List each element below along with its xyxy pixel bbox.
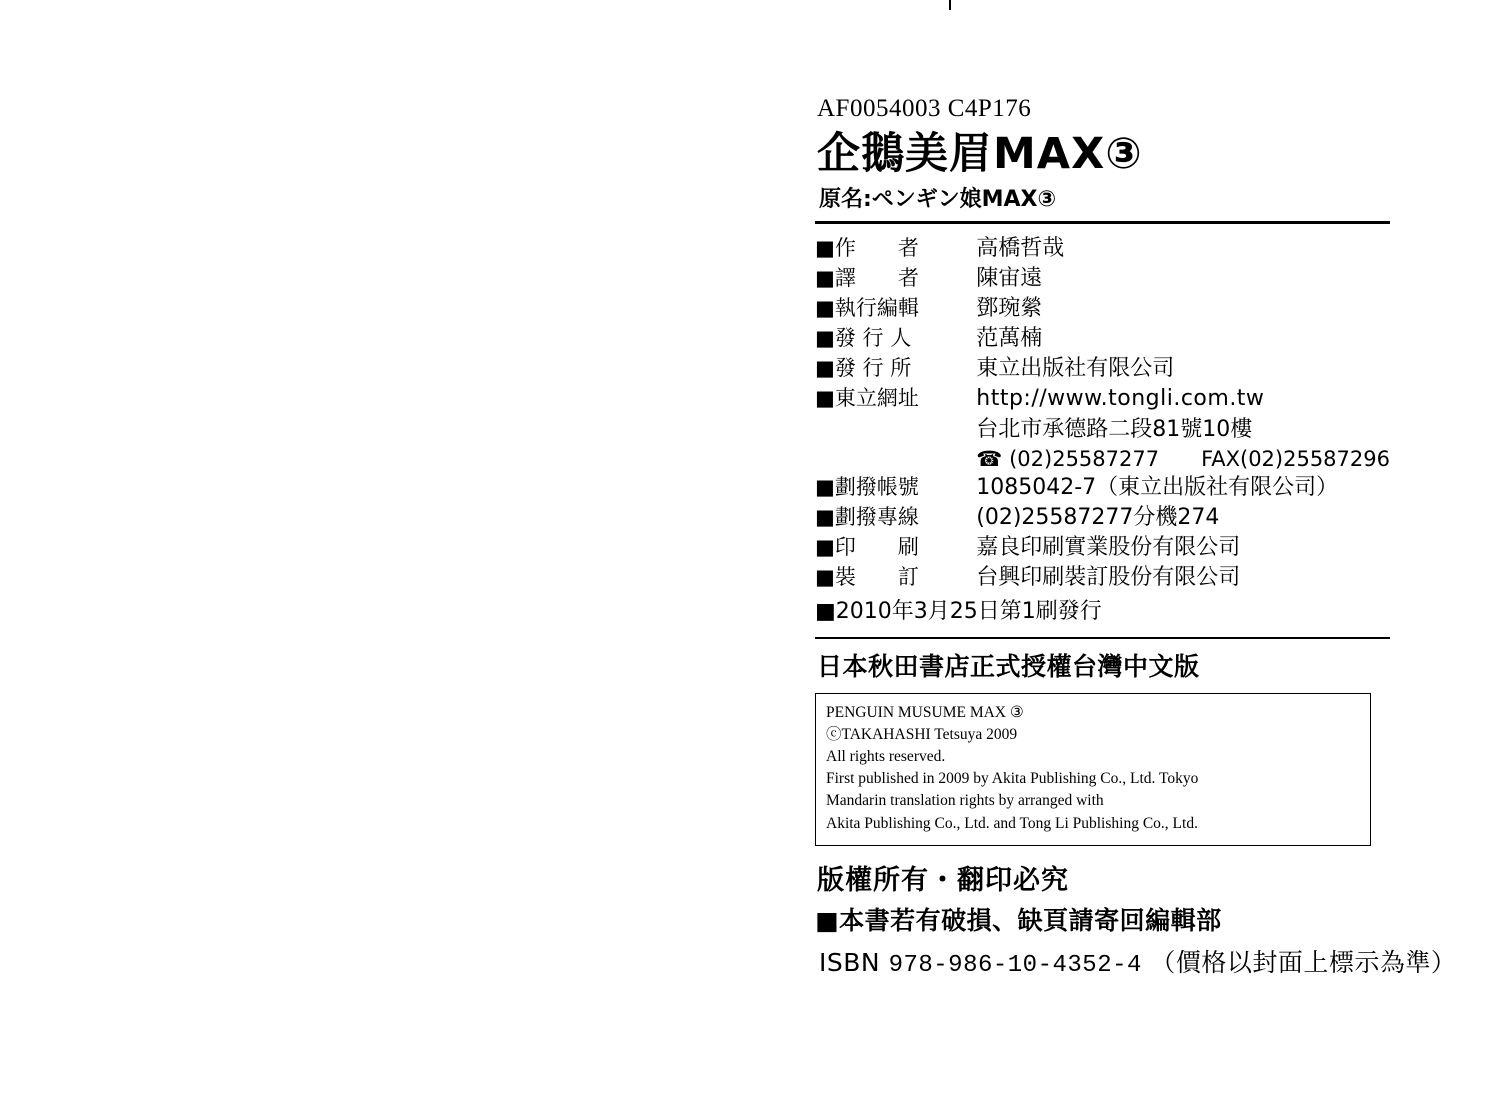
credit-value: 范萬楠 xyxy=(976,326,1043,352)
table-row xyxy=(815,473,1390,503)
english-line: Akita Publishing Co., Ltd. and Tong Li Publishing Co., Ltd. xyxy=(826,814,1198,832)
divider-top xyxy=(815,221,1390,224)
isbn-note: （價格以封面上標示為準） xyxy=(1150,947,1457,977)
divider-middle xyxy=(815,637,1390,639)
table-row xyxy=(815,264,1390,294)
account-value: 嘉良印刷實業股份有限公司 xyxy=(976,535,1241,560)
book-title-japanese: 原名:ペンギン娘MAX③ xyxy=(819,187,1057,213)
table-row xyxy=(815,563,1390,593)
publish-date: ■2010年3月25日第1刷發行 xyxy=(815,598,1102,624)
book-title-chinese: 企鵝美眉MAX③ xyxy=(817,129,1143,179)
table-row xyxy=(815,503,1390,533)
english-line: All rights reserved. xyxy=(826,748,946,766)
credit-label: ■譯 者 xyxy=(815,266,919,291)
crop-mark-top xyxy=(949,0,951,10)
english-line: First published in 2009 by Akita Publishing Co., Ltd. Tokyo xyxy=(826,770,1199,788)
license-statement: 日本秋田書店正式授權台灣中文版 xyxy=(817,651,1200,681)
credit-value: 高橋哲哉 xyxy=(976,236,1065,262)
english-copyright-box xyxy=(815,693,1371,846)
credit-label: ■作 者 xyxy=(815,236,919,261)
table-row xyxy=(815,445,1390,474)
account-label: ■劃撥專線 xyxy=(815,505,919,530)
table-row xyxy=(815,414,1390,445)
table-row xyxy=(815,294,1390,324)
table-row xyxy=(815,324,1390,354)
isbn-line xyxy=(819,943,1457,979)
isbn-number: 978-986-10-4352-4 xyxy=(888,951,1142,979)
credit-label: ■發 行 人 xyxy=(815,326,912,351)
credit-label: ■東立網址 xyxy=(815,385,919,410)
damage-notice: ■本書若有破損、缺頁請寄回編輯部 xyxy=(815,905,1222,935)
table-row xyxy=(815,354,1390,384)
account-value: (02)25587277分機274 xyxy=(976,505,1220,531)
account-value: 台興印刷裝訂股份有限公司 xyxy=(976,564,1241,590)
colophon-block xyxy=(815,95,1457,979)
credit-value: 東立出版社有限公司 xyxy=(976,355,1175,381)
account-label: ■印 刷 xyxy=(815,535,919,559)
credit-label: ■執行編輯 xyxy=(815,296,919,321)
catalog-code: AF0054003 C4P176 xyxy=(817,95,1032,122)
publisher-website[interactable]: http://www.tongli.com.tw xyxy=(976,385,1265,411)
table-row xyxy=(815,234,1390,264)
account-label: ■裝 訂 xyxy=(815,564,919,589)
credit-label: ■發 行 所 xyxy=(815,355,912,380)
credit-value: 陳宙遠 xyxy=(976,266,1043,292)
english-line: ⓒTAKAHASHI Tetsuya 2009 xyxy=(826,725,1018,743)
english-line: PENGUIN MUSUME MAX ③ xyxy=(826,703,1024,721)
credit-value: 鄧琬縈 xyxy=(976,296,1043,322)
account-value: 1085042-7（東立出版社有限公司） xyxy=(976,475,1339,501)
credits-table xyxy=(815,234,1390,593)
table-row xyxy=(815,384,1390,414)
isbn-label: ISBN xyxy=(819,947,881,977)
publisher-address: 台北市承德路二段81號10樓 xyxy=(976,416,1253,442)
account-label: ■劃撥帳號 xyxy=(815,475,919,500)
publisher-telephone: ☎ (02)25587277 FAX(02)25587296 xyxy=(976,446,1390,471)
copyright-notice: 版權所有・翻印必究 xyxy=(817,864,1069,896)
english-line: Mandarin translation rights by arranged with xyxy=(826,792,1104,810)
table-row xyxy=(815,533,1390,563)
